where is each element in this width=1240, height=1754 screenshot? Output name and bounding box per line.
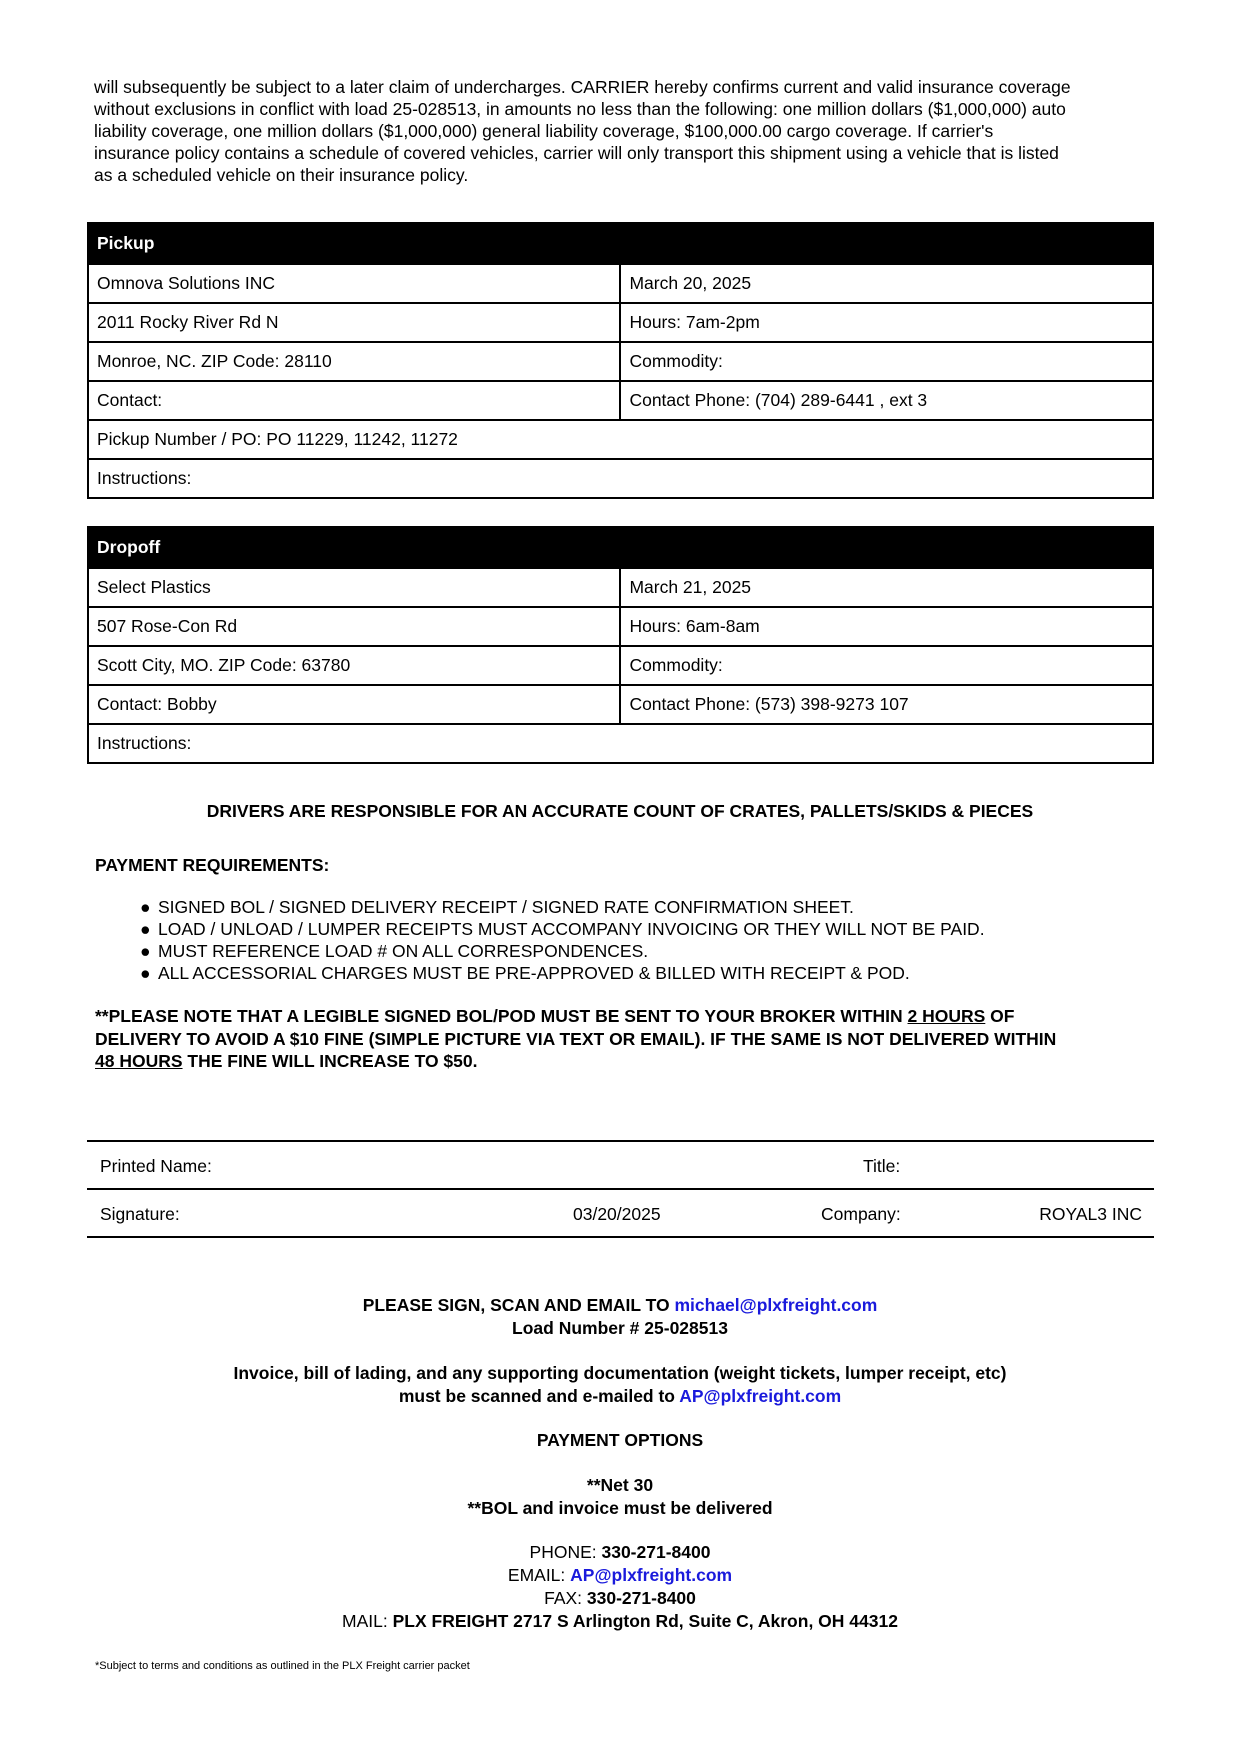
signature-label: Signature: [100,1204,180,1224]
company-value: ROYAL3 INC [1039,1204,1142,1224]
driver-notice: DRIVERS ARE RESPONSIBLE FOR AN ACCURATE COUNT OF CRATES, PALLETS/SKIDS & PIECES [206,801,1034,821]
pickup-address: 2011 Rocky River Rd N [88,303,620,342]
pickup-table [87,222,1154,499]
dropoff-contact: Contact: Bobby [88,685,620,724]
fine-line: **PLEASE NOTE THAT A LEGIBLE SIGNED BOL/POD MUST BE SENT TO YOUR BROKER WITHIN 2 HOURS OF [95,1006,1015,1026]
payment-terms: **Net 30 **BOL and invoice must be delivered [467,1475,773,1518]
signature-row-sign [87,1190,1154,1238]
intro-line: without exclusions in conflict with load 25-028513, in amounts no less than the following: one million dollars ($1,000,000) auto [94,99,1066,119]
list-item: ● SIGNED BOL / SIGNED DELIVERY RECEIPT / SIGNED RATE CONFIRMATION SHEET. [140,897,854,917]
invoice-instructions: Invoice, bill of lading, and any supporting documentation (weight tickets, lumper receipt, etc) must be scanned and e-mailed to AP@plxfreight.com [233,1363,1007,1406]
payment-options-title: PAYMENT OPTIONS [536,1430,704,1450]
printed-name-label: Printed Name: [100,1156,212,1176]
fine-line: 48 HOURS THE FINE WILL INCREASE TO $50. [95,1051,478,1071]
load-number: Load Number # 25-028513 [512,1318,728,1338]
bullet-icon: ● [140,919,151,939]
payment-requirements-title: PAYMENT REQUIREMENTS: [95,855,330,875]
fine-notice [95,1005,1155,1073]
intro-line: will subsequently be subject to a later claim of undercharges. CARRIER hereby confirms current and valid insurance coverage [94,77,1071,97]
dropoff-date: March 21, 2025 [620,568,1153,607]
company-label: Company: [821,1204,901,1224]
insurance-paragraph [94,76,1149,186]
title-label: Title: [863,1156,901,1176]
email-link[interactable]: AP@plxfreight.com [679,1386,842,1406]
email-line: EMAIL: AP@plxfreight.com [507,1565,733,1585]
intro-line: liability coverage, one million dollars ($1,000,000) general liability coverage, $100,000.00 cargo coverage. If carrier's [94,121,994,141]
pickup-city: Monroe, NC. ZIP Code: 28110 [88,342,620,381]
list-item: ● LOAD / UNLOAD / LUMPER RECEIPTS MUST ACCOMPANY INVOICING OR THEY WILL NOT BE PAID. [140,919,985,939]
pickup-company: Omnova Solutions INC [88,264,620,303]
intro-line: as a scheduled vehicle on their insurance policy. [94,165,469,185]
dropoff-commodity: Commodity: [620,646,1153,685]
bullet-icon: ● [140,897,151,917]
pickup-hours: Hours: 7am-2pm [620,303,1153,342]
fax-line: FAX: 330-271-8400 [544,1588,696,1608]
two-hours-emphasis: 2 HOURS [907,1006,986,1026]
payment-requirements-list [140,896,985,984]
signature-date: 03/20/2025 [573,1204,661,1224]
dropoff-phone: Contact Phone: (573) 398-9273 107 [620,685,1153,724]
pickup-date: March 20, 2025 [620,264,1153,303]
dropoff-company: Select Plastics [88,568,620,607]
dropoff-header: Dropoff [88,527,1153,568]
email-link[interactable]: AP@plxfreight.com [570,1565,733,1585]
pickup-contact: Contact: [88,381,620,420]
pickup-instructions: Instructions: [88,459,1153,498]
dropoff-city: Scott City, MO. ZIP Code: 63780 [88,646,620,685]
bullet-icon: ● [140,941,151,961]
dropoff-hours: Hours: 6am-8am [620,607,1153,646]
dropoff-table [87,526,1154,764]
dropoff-instructions: Instructions: [88,724,1153,763]
signature-row-name [87,1142,1154,1190]
email-link[interactable]: michael@plxfreight.com [674,1295,878,1315]
phone-line: PHONE: 330-271-8400 [529,1542,711,1562]
intro-line: insurance policy contains a schedule of covered vehicles, carrier will only transport this shipment using a vehicle that is listed [94,143,1059,163]
list-item: ● ALL ACCESSORIAL CHARGES MUST BE PRE-APPROVED & BILLED WITH RECEIPT & POD. [140,963,910,983]
mail-line: MAIL: PLX FREIGHT 2717 S Arlington Rd, Suite C, Akron, OH 44312 [342,1611,898,1631]
pickup-commodity: Commodity: [620,342,1153,381]
pickup-phone: Contact Phone: (704) 289-6441 , ext 3 [620,381,1153,420]
forty-eight-hours-emphasis: 48 HOURS [95,1051,183,1071]
dropoff-address: 507 Rose-Con Rd [88,607,620,646]
contact-info [0,1541,1240,1633]
sign-instructions: PLEASE SIGN, SCAN AND EMAIL TO michael@plxfreight.com Load Number # 25-028513 [0,1294,1240,1340]
terms-note: *Subject to terms and conditions as outlined in the PLX Freight carrier packet [95,1660,470,1672]
bullet-icon: ● [140,963,151,983]
pickup-header: Pickup [88,223,1153,264]
list-item: ● MUST REFERENCE LOAD # ON ALL CORRESPONDENCES. [140,941,649,961]
fine-line: DELIVERY TO AVOID A $10 FINE (SIMPLE PICTURE VIA TEXT OR EMAIL). IF THE SAME IS NOT DELIVERED WITHIN [95,1028,1057,1049]
signature-block [87,1140,1154,1238]
pickup-number: Pickup Number / PO: PO 11229, 11242, 11272 [88,420,1153,459]
